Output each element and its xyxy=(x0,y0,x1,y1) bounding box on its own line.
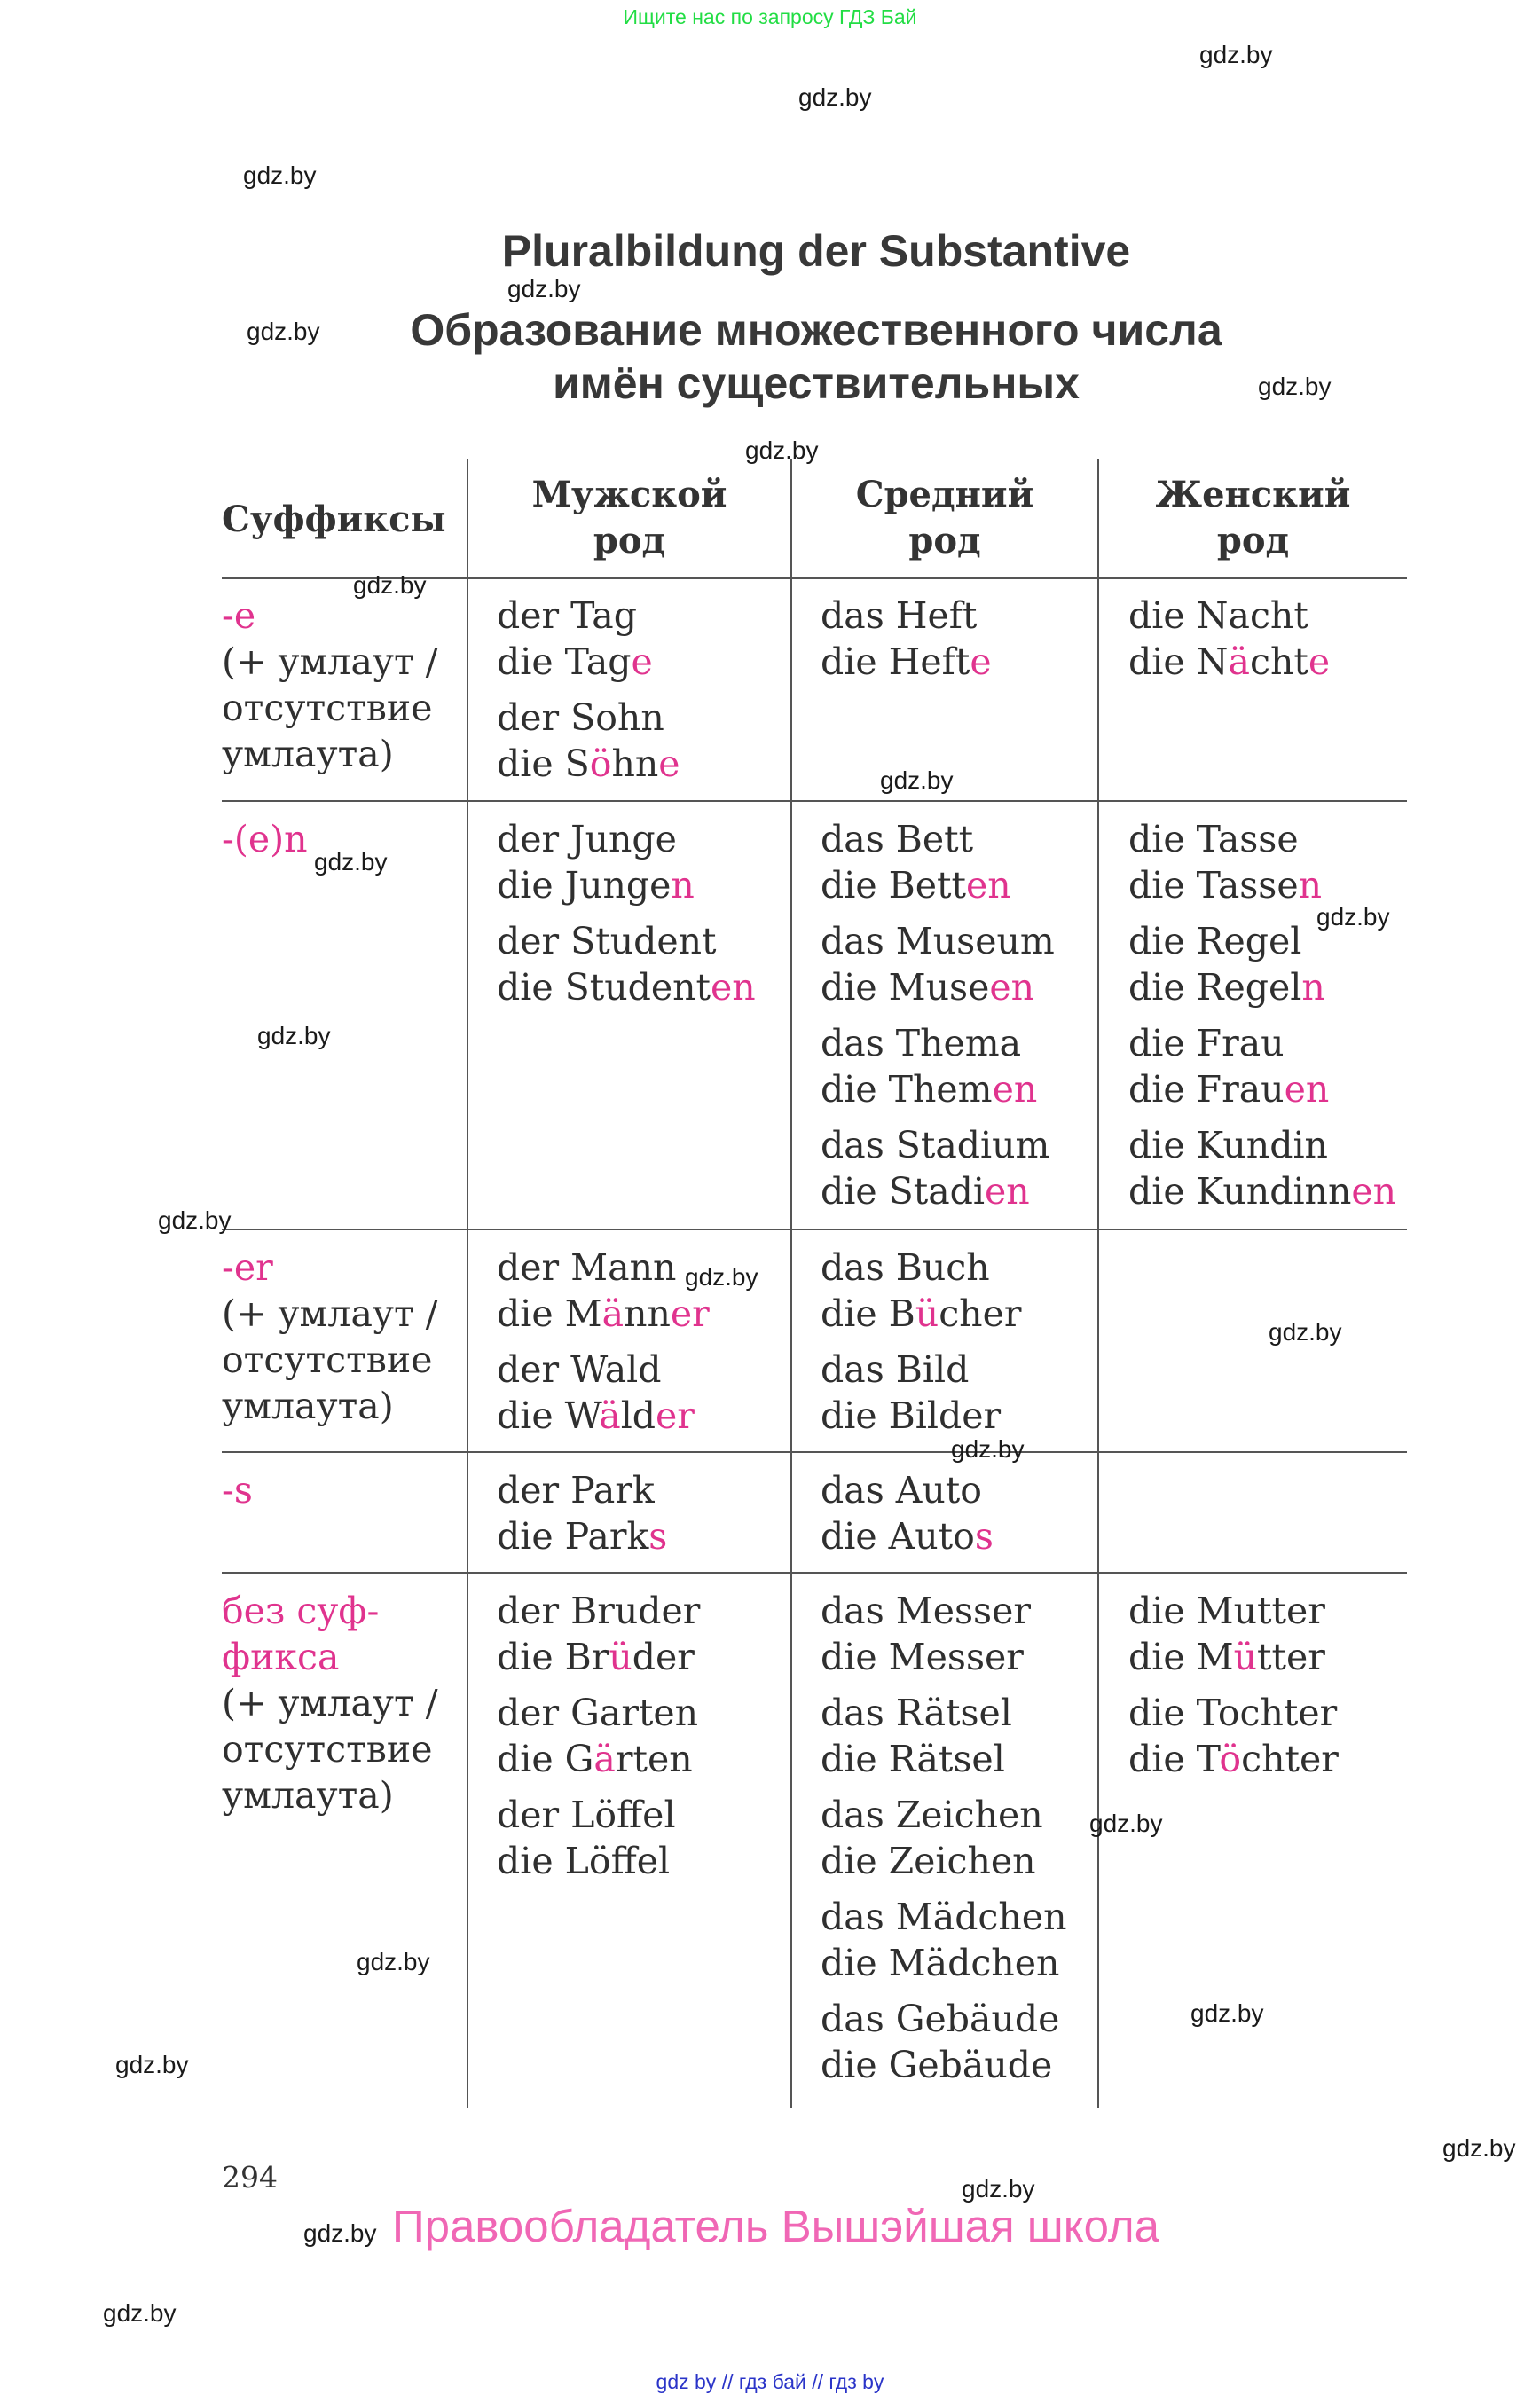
watermark[interactable]: gdz.by xyxy=(962,2175,1035,2203)
watermark[interactable]: gdz.by xyxy=(880,766,954,794)
word-text: die B xyxy=(821,1292,915,1335)
header-feminine xyxy=(1099,472,1407,564)
plural-marker: e xyxy=(1308,640,1331,683)
watermark[interactable]: gdz.by xyxy=(353,571,427,599)
row-suffix-e xyxy=(222,593,438,777)
word-text: die Tochter xyxy=(1128,1692,1338,1734)
word-line xyxy=(821,1736,1066,1782)
word-text: die Stadi xyxy=(821,1170,986,1213)
plural-marker: e xyxy=(658,742,680,785)
noun-pair xyxy=(1128,1122,1396,1214)
noun-pair xyxy=(821,918,1055,1010)
suffix-line: отсутствие xyxy=(222,1728,433,1771)
row-suffix-none xyxy=(222,1588,438,1818)
suffix-line: -e xyxy=(222,594,256,637)
word-line xyxy=(497,918,756,964)
noun-pair xyxy=(497,695,680,787)
word-line xyxy=(821,964,1055,1010)
plural-marker: n xyxy=(1298,864,1323,907)
watermark[interactable]: gdz.by xyxy=(303,2219,377,2247)
word-text: rten xyxy=(615,1738,693,1780)
word-line xyxy=(497,1634,700,1680)
header-feminine-line2: род xyxy=(1216,520,1290,561)
header-neuter-line2: род xyxy=(908,520,981,561)
row-none-neuter xyxy=(821,1588,1066,2098)
word-text: die Mutter xyxy=(1128,1590,1325,1632)
noun-pair xyxy=(821,1996,1066,2088)
row-en-feminine xyxy=(1128,816,1396,1224)
word-text: die Regel xyxy=(1128,966,1302,1009)
word-text: der Löffel xyxy=(497,1794,676,1836)
word-text: die M xyxy=(497,1292,602,1335)
word-text: die Junge xyxy=(497,864,672,907)
word-text: nn xyxy=(624,1292,671,1335)
word-text: die Muse xyxy=(821,966,990,1009)
word-text: das Rätsel xyxy=(821,1692,1012,1734)
word-text: die Heft xyxy=(821,640,970,683)
word-text: das Mädchen xyxy=(821,1896,1067,1938)
title-russian-line1: Образование множественного числа xyxy=(410,305,1222,355)
watermark[interactable]: gdz.by xyxy=(1089,1810,1163,1837)
suffix-line: (+ умлаут / xyxy=(222,1682,438,1724)
word-text: die Kundinn xyxy=(1128,1170,1352,1213)
plural-marker: n xyxy=(671,864,695,907)
word-line xyxy=(821,1792,1066,1838)
word-text: die Them xyxy=(821,1068,993,1111)
word-text: die Tasse xyxy=(1128,864,1299,907)
word-line xyxy=(497,695,680,741)
plural-marker: ü xyxy=(915,1292,939,1335)
noun-pair xyxy=(821,1792,1066,1884)
word-text: die Park xyxy=(497,1515,649,1558)
plural-marker: ü xyxy=(1233,1636,1258,1678)
noun-pair xyxy=(821,816,1055,908)
word-line xyxy=(821,1634,1066,1680)
row-en-masculine xyxy=(497,816,756,1020)
word-text: die Br xyxy=(497,1636,609,1678)
word-line xyxy=(1128,1020,1396,1066)
word-text: ld xyxy=(620,1394,656,1437)
word-text: tter xyxy=(1257,1636,1325,1678)
word-line xyxy=(821,1838,1066,1884)
word-line xyxy=(821,1168,1055,1214)
header-feminine-line1: Женский xyxy=(1155,474,1351,515)
word-line xyxy=(821,1690,1066,1736)
page-number: 294 xyxy=(222,2160,278,2195)
word-line xyxy=(497,964,756,1010)
word-text: die G xyxy=(497,1738,594,1780)
noun-pair xyxy=(497,1245,710,1337)
word-text: das Zeichen xyxy=(821,1794,1043,1836)
noun-pair xyxy=(497,918,756,1010)
word-line xyxy=(497,1393,710,1439)
word-line xyxy=(497,1513,667,1559)
word-line xyxy=(497,1245,710,1291)
plural-marker: er xyxy=(670,1292,710,1335)
noun-pair xyxy=(1128,593,1330,685)
word-line xyxy=(1128,1168,1396,1214)
word-line xyxy=(821,1940,1066,1986)
word-line xyxy=(497,1736,700,1782)
word-line xyxy=(1128,816,1396,862)
noun-pair xyxy=(497,1792,700,1884)
word-text: der Student xyxy=(497,920,717,962)
word-text: die Zeichen xyxy=(821,1840,1036,1882)
plural-marker: ö xyxy=(589,742,612,785)
suffix-line: умлаута) xyxy=(222,1774,394,1817)
word-line xyxy=(821,2042,1066,2088)
suffix-line: без суф- xyxy=(222,1590,380,1632)
watermark[interactable]: gdz.by xyxy=(507,275,581,302)
word-text: die S xyxy=(497,742,590,785)
plural-marker: er xyxy=(656,1394,695,1437)
word-line xyxy=(821,1894,1066,1940)
plural-marker: en xyxy=(711,966,756,1009)
word-text: die Tag xyxy=(497,640,632,683)
row-none-masculine xyxy=(497,1588,700,1894)
plural-marker: en xyxy=(989,966,1035,1009)
watermark[interactable]: gdz.by xyxy=(314,848,388,876)
word-text: die Frau xyxy=(1128,1022,1285,1064)
word-line xyxy=(821,918,1055,964)
suffix-line: отсутствие xyxy=(222,687,433,729)
header-masculine-line1: Мужской xyxy=(531,474,727,515)
word-text: das Gebäude xyxy=(821,1998,1060,2040)
plural-marker: n xyxy=(1301,966,1325,1009)
plural-marker: e xyxy=(631,640,653,683)
plural-marker: ä xyxy=(1228,640,1250,683)
row-divider xyxy=(222,1572,1407,1574)
word-line xyxy=(821,1122,1055,1168)
word-line xyxy=(821,1588,1066,1634)
word-line xyxy=(821,1347,1021,1393)
noun-pair xyxy=(1128,1588,1339,1680)
word-text: hn xyxy=(611,742,659,785)
word-text: das Bett xyxy=(821,818,974,860)
row-e-feminine xyxy=(1128,593,1330,695)
plural-marker: ü xyxy=(609,1636,632,1678)
row-s-masculine xyxy=(497,1467,667,1569)
plural-marker: en xyxy=(992,1068,1038,1111)
word-line xyxy=(497,1690,700,1736)
plural-marker: en xyxy=(1284,1068,1330,1111)
word-text: die Frau xyxy=(1128,1068,1285,1111)
word-text: der Wald xyxy=(497,1348,662,1391)
word-text: der xyxy=(632,1636,695,1678)
suffix-line: (+ умлаут / xyxy=(222,1292,438,1335)
noun-pair xyxy=(1128,1690,1339,1782)
watermark[interactable]: gdz.by xyxy=(745,436,819,464)
header-masculine xyxy=(468,472,790,564)
word-text: die Auto xyxy=(821,1515,975,1558)
noun-pair xyxy=(821,1122,1055,1214)
plural-marker: ä xyxy=(599,1394,621,1437)
word-line xyxy=(821,1513,994,1559)
word-text: der Tag xyxy=(497,594,637,637)
watermark[interactable]: gdz.by xyxy=(257,1022,331,1049)
word-text: die Gebäude xyxy=(821,2044,1053,2086)
row-none-feminine xyxy=(1128,1588,1339,1792)
row-er-masculine xyxy=(497,1245,710,1449)
header-suffixes: Суффиксы xyxy=(222,499,446,540)
word-text: die Mädchen xyxy=(821,1942,1060,1984)
word-line xyxy=(821,862,1055,908)
noun-pair xyxy=(821,1020,1055,1112)
title-german: Pluralbildung der Substantive xyxy=(501,226,1131,276)
word-text: die W xyxy=(497,1394,600,1437)
word-line xyxy=(821,1291,1021,1337)
word-line xyxy=(497,741,680,787)
word-line xyxy=(497,593,680,639)
word-line xyxy=(1128,639,1330,685)
plural-marker: en xyxy=(985,1170,1030,1213)
watermark[interactable]: gdz.by xyxy=(1316,903,1390,931)
watermark[interactable]: gdz.by xyxy=(1190,1999,1264,2027)
word-text: das Auto xyxy=(821,1469,982,1512)
word-text: der Park xyxy=(497,1469,655,1512)
noun-pair xyxy=(497,1690,700,1782)
noun-pair xyxy=(497,1588,700,1680)
noun-pair xyxy=(821,1690,1066,1782)
word-line xyxy=(497,1792,700,1838)
row-en-neuter xyxy=(821,816,1055,1224)
header-masculine-line2: род xyxy=(593,520,666,561)
watermark[interactable]: gdz.by xyxy=(357,1948,430,1975)
word-text: die Bett xyxy=(821,864,966,907)
watermark[interactable]: gdz.by xyxy=(1258,373,1332,400)
noun-pair xyxy=(497,1467,667,1559)
noun-pair xyxy=(1128,816,1396,908)
noun-pair xyxy=(497,593,680,685)
noun-pair xyxy=(821,1347,1021,1439)
word-text: die Bilder xyxy=(821,1394,1002,1437)
word-text: cher xyxy=(939,1292,1022,1335)
watermark[interactable]: gdz.by xyxy=(158,1206,232,1234)
word-text: das Thema xyxy=(821,1022,1022,1064)
word-line xyxy=(821,816,1055,862)
word-line xyxy=(497,639,680,685)
word-text: das Heft xyxy=(821,594,978,637)
suffix-line: (+ умлаут / xyxy=(222,640,438,683)
noun-pair xyxy=(1128,918,1396,1010)
noun-pair xyxy=(821,1894,1066,1986)
watermark[interactable]: gdz.by xyxy=(1199,41,1273,68)
plural-marker: e xyxy=(970,640,992,683)
word-text: der Sohn xyxy=(497,696,664,739)
word-text: das Messer xyxy=(821,1590,1031,1632)
word-line xyxy=(1128,1634,1339,1680)
word-line xyxy=(497,1588,700,1634)
word-text: die Löffel xyxy=(497,1840,671,1882)
noun-pair xyxy=(821,593,992,685)
noun-pair xyxy=(821,1588,1066,1680)
word-text: die M xyxy=(1128,1636,1234,1678)
watermark[interactable]: gdz.by xyxy=(1269,1318,1342,1346)
row-suffix-er xyxy=(222,1245,438,1429)
header-neuter-line1: Средний xyxy=(855,474,1034,515)
column-divider-2 xyxy=(790,459,792,2108)
watermark[interactable]: gdz.by xyxy=(1442,2134,1516,2162)
word-line xyxy=(1128,1588,1339,1634)
word-line xyxy=(821,593,992,639)
suffix-line: умлаута) xyxy=(222,1385,394,1427)
watermark[interactable]: gdz.by xyxy=(103,2299,177,2327)
noun-pair xyxy=(821,1245,1021,1337)
suffix-line: -(e)n xyxy=(222,818,308,860)
row-divider xyxy=(222,800,1407,802)
word-line xyxy=(821,1393,1021,1439)
suffix-line: фикса xyxy=(222,1636,340,1678)
row-divider xyxy=(222,1229,1407,1230)
watermark[interactable]: gdz.by xyxy=(115,2051,189,2078)
plural-marker: en xyxy=(1351,1170,1397,1213)
watermark[interactable]: gdz.by xyxy=(685,1263,758,1291)
watermark[interactable]: gdz.by xyxy=(243,161,317,189)
top-banner[interactable]: Ищите нас по запросу ГДЗ Бай xyxy=(623,5,917,28)
word-text: das Buch xyxy=(821,1246,990,1289)
suffix-line: -s xyxy=(222,1469,253,1512)
word-line xyxy=(1128,593,1330,639)
row-suffix-en xyxy=(222,816,308,862)
suffix-line: -er xyxy=(222,1246,273,1289)
word-line xyxy=(497,1347,710,1393)
word-line xyxy=(497,1838,700,1884)
word-text: cht xyxy=(1249,640,1308,683)
word-line xyxy=(497,1291,710,1337)
word-line xyxy=(1128,1122,1396,1168)
word-text: die N xyxy=(1128,640,1229,683)
word-text: das Bild xyxy=(821,1348,970,1391)
word-text: die T xyxy=(1128,1738,1220,1780)
word-text: die Tasse xyxy=(1128,818,1299,860)
word-line xyxy=(821,639,992,685)
word-line xyxy=(821,1020,1055,1066)
word-text: der Garten xyxy=(497,1692,699,1734)
plural-marker: s xyxy=(974,1515,994,1558)
word-text: der Junge xyxy=(497,818,677,860)
row-er-neuter xyxy=(821,1245,1021,1449)
row-e-neuter xyxy=(821,593,992,695)
noun-pair xyxy=(497,816,756,908)
word-text: die Messer xyxy=(821,1636,1024,1678)
word-text: die Nacht xyxy=(1128,594,1308,637)
watermark[interactable]: gdz.by xyxy=(951,1435,1025,1463)
word-text: der Bruder xyxy=(497,1590,701,1632)
watermark[interactable]: gdz.by xyxy=(247,318,320,345)
header-neuter xyxy=(792,472,1097,564)
word-line xyxy=(1128,1690,1339,1736)
word-text: die Rätsel xyxy=(821,1738,1005,1780)
word-line xyxy=(821,1245,1021,1291)
word-text: die Regel xyxy=(1128,920,1302,962)
copyright-holder: Правообладатель Вышэйшая школа xyxy=(392,2201,1159,2251)
word-text: das Stadium xyxy=(821,1124,1050,1166)
word-line xyxy=(497,862,756,908)
word-text: die Kundin xyxy=(1128,1124,1328,1166)
plural-marker: ä xyxy=(593,1738,616,1780)
word-text: das Museum xyxy=(821,920,1055,962)
plural-marker: ö xyxy=(1219,1738,1242,1780)
word-line xyxy=(497,1467,667,1513)
word-line xyxy=(821,1996,1066,2042)
word-text: die Student xyxy=(497,966,711,1009)
watermark[interactable]: gdz.by xyxy=(798,83,872,111)
noun-pair xyxy=(1128,1020,1396,1112)
row-divider xyxy=(222,1451,1407,1453)
footer-links[interactable]: gdz by // гдз бай // гдз by xyxy=(656,2370,884,2393)
noun-pair xyxy=(497,1347,710,1439)
noun-pair xyxy=(821,1467,994,1559)
word-line xyxy=(821,1066,1055,1112)
row-suffix-s xyxy=(222,1467,253,1513)
plural-marker: s xyxy=(648,1515,668,1558)
word-line xyxy=(497,816,756,862)
row-e-masculine xyxy=(497,593,680,797)
title-russian-line2: имён существительных xyxy=(553,358,1080,408)
column-divider-1 xyxy=(467,459,468,2108)
word-text: der Mann xyxy=(497,1246,677,1289)
row-s-neuter xyxy=(821,1467,994,1569)
word-text: chter xyxy=(1241,1738,1339,1780)
suffix-line: умлаута) xyxy=(222,733,394,775)
word-line xyxy=(1128,964,1396,1010)
column-divider-3 xyxy=(1097,459,1099,2108)
word-line xyxy=(821,1467,994,1513)
suffix-line: отсутствие xyxy=(222,1339,433,1381)
word-line xyxy=(1128,862,1396,908)
plural-marker: en xyxy=(966,864,1011,907)
word-line xyxy=(1128,1736,1339,1782)
plural-marker: ä xyxy=(601,1292,625,1335)
word-line xyxy=(1128,1066,1396,1112)
